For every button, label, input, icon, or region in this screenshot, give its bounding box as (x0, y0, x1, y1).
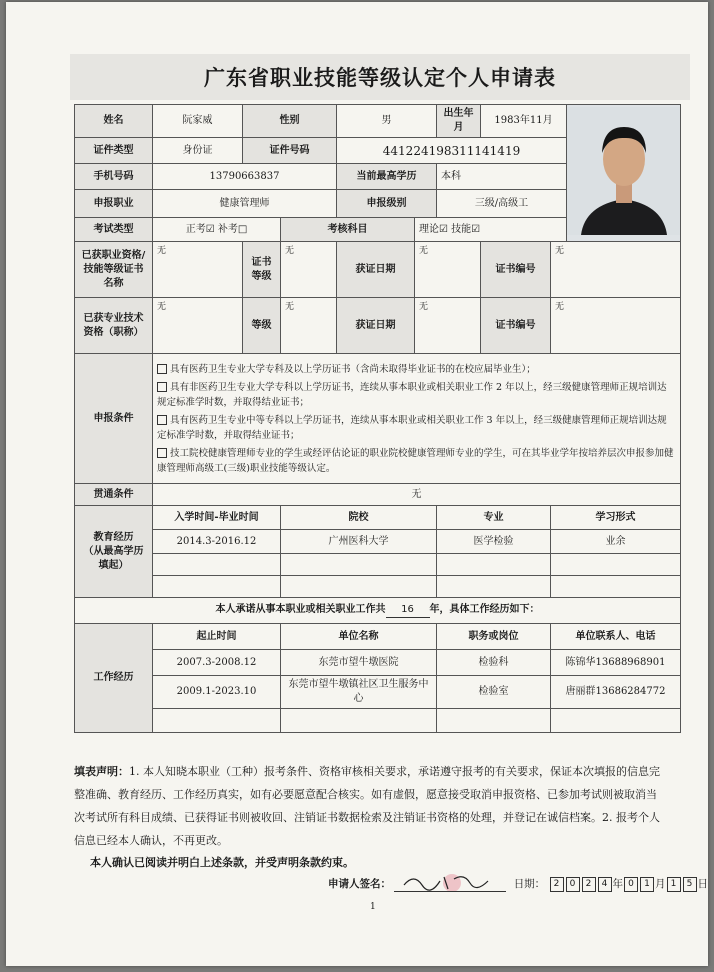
examtype-value: 正考☑ 补考□ (153, 218, 281, 242)
signature-row (328, 876, 708, 892)
work-label: 工作经历 (75, 624, 153, 733)
idtype-value: 身份证 (153, 138, 243, 164)
date-digit[interactable]: 0 (624, 877, 638, 892)
work-header-unit: 单位名称 (281, 624, 437, 650)
examtype-label: 考试类型 (75, 218, 153, 242)
date-digit[interactable]: 2 (550, 877, 564, 892)
year-suffix: 年 (612, 878, 624, 890)
work-unit: 东莞市望牛墩镇社区卫生服务中心 (281, 676, 437, 709)
work-time: 2009.1-2023.10 (153, 676, 281, 709)
work-post: 检验科 (437, 650, 551, 676)
edu-header-form: 学习形式 (551, 506, 681, 530)
title-grade-value: 无 (281, 298, 337, 354)
edu-header-time: 入学时间-毕业时间 (153, 506, 281, 530)
edu-value: 本科 (437, 164, 567, 190)
cert-date-label: 获证日期 (337, 242, 415, 298)
title-cert-value: 无 (153, 298, 243, 354)
title-cert-label: 已获专业技术资格（职称） (75, 298, 153, 354)
through-value: 无 (153, 484, 681, 506)
date-digit[interactable]: 2 (582, 877, 596, 892)
signature-field[interactable] (394, 877, 506, 892)
table-row (75, 709, 681, 733)
table-row (75, 676, 681, 709)
cert-grade-label: 证书等级 (243, 242, 281, 298)
applicant-photo (567, 105, 681, 242)
title-date-value: 无 (415, 298, 481, 354)
gender-label: 性别 (243, 105, 337, 138)
person-photo-icon (567, 107, 681, 235)
application-table (74, 104, 681, 733)
checkbox-icon[interactable] (157, 382, 167, 392)
idtype-label: 证件类型 (75, 138, 153, 164)
level-label: 申报级别 (337, 190, 437, 218)
work-pledge: 本人承诺从事本职业或相关职业工作共 16 年，具体工作经历如下： (75, 598, 681, 624)
declaration-label: 填表声明： (74, 765, 129, 778)
edu-form: 业余 (551, 530, 681, 554)
date-label: 日期： (513, 878, 546, 890)
gender-value: 男 (337, 105, 437, 138)
phone-value: 13790663837 (153, 164, 337, 190)
phone-label: 手机号码 (75, 164, 153, 190)
title-no-value: 无 (551, 298, 681, 354)
condition-item: 具有医药卫生专业大学专科及以上学历证书（含尚未取得毕业证书的在校应届毕业生）； (157, 362, 676, 377)
work-contact: 唐丽群13686284772 (551, 676, 681, 709)
work-header-contact: 单位联系人、电话 (551, 624, 681, 650)
edu-time: 2014.3-2016.12 (153, 530, 281, 554)
title-no-label: 证书编号 (481, 298, 551, 354)
work-post: 检验室 (437, 676, 551, 709)
work-header-time: 起止时间 (153, 624, 281, 650)
date-digit[interactable]: 5 (683, 877, 697, 892)
declaration-text: 1. 本人知晓本职业（工种）报考条件、资格审核相关要求，承诺遵守报考的有关要求，保证本次填报的信息完整准确、教育经历、工作经历真实，如有必要愿意配合核实。如有虚假，愿意接受取消申报资格、已参加考试则被取消当次考试所有科目成绩、已获得证书则被收回、注销证书数据检索及注销证书资格的处理，并登记在诚信档案。2. 报考个人信息已经本人确认，不再更改。 (74, 765, 660, 847)
occupation-value: 健康管理师 (153, 190, 337, 218)
occupation-label: 申报职业 (75, 190, 153, 218)
edu-header-school: 院校 (281, 506, 437, 530)
condition-item: 具有非医药卫生专业大学专科以上学历证书，连续从事本职业或相关职业工作 2 年以上，经三级健康管理师正规培训达规定标准学时数，并取得结业证书； (157, 381, 667, 408)
date-digit[interactable]: 1 (667, 877, 681, 892)
form-title: 广东省职业技能等级认定个人申请表 (204, 66, 556, 90)
through-label: 贯通条件 (75, 484, 153, 506)
confirmation-text: 本人确认已阅读并明白上述条款，并受声明条款约束。 (90, 856, 354, 869)
checkbox-icon[interactable] (157, 448, 167, 458)
table-row (75, 650, 681, 676)
day-suffix: 日 (697, 878, 709, 890)
subject-value: 理论☑ 技能☑ (415, 218, 567, 242)
name-value: 阮家威 (153, 105, 243, 138)
cert-name-value: 无 (153, 242, 243, 298)
conditions-list (153, 354, 681, 484)
idno-label: 证件号码 (243, 138, 337, 164)
edu-label: 当前最高学历 (337, 164, 437, 190)
level-value: 三级/高级工 (437, 190, 567, 218)
date-digit[interactable]: 1 (640, 877, 654, 892)
cert-date-value: 无 (415, 242, 481, 298)
conditions-label: 申报条件 (75, 354, 153, 484)
condition-item: 技工院校健康管理师专业的学生或经评估论证的职业院校健康管理师专业的学生，可在其毕业学年按培养层次申报参加健康管理师高级工(三级)职业技能等级认定。 (157, 447, 674, 474)
date-digit[interactable]: 0 (566, 877, 580, 892)
date-digit[interactable]: 4 (598, 877, 612, 892)
condition-item: 具有医药卫生专业中等专科以上学历证书，连续从事本职业或相关职业工作 3 年以上，经三级健康管理师正规培训达规定标准学时数，并取得结业证书； (157, 414, 667, 441)
table-row (75, 576, 681, 598)
name-label: 姓名 (75, 105, 153, 138)
title-date-label: 获证日期 (337, 298, 415, 354)
birth-label: 出生年月 (437, 105, 481, 138)
title-grade-label: 等级 (243, 298, 281, 354)
edu-school: 广州医科大学 (281, 530, 437, 554)
work-time: 2007.3-2008.12 (153, 650, 281, 676)
work-contact: 陈锦华13688968901 (551, 650, 681, 676)
work-unit: 东莞市望牛墩医院 (281, 650, 437, 676)
title-bar (70, 54, 690, 100)
cert-no-value: 无 (551, 242, 681, 298)
education-label: 教育经历 （从最高学历填起） (75, 506, 153, 598)
page-number: 1 (370, 902, 376, 912)
idno-value: 441224198311141419 (337, 138, 567, 164)
declaration (74, 760, 664, 852)
cert-grade-value: 无 (281, 242, 337, 298)
edu-major: 医学检验 (437, 530, 551, 554)
signature-icon (400, 871, 510, 891)
checkbox-icon[interactable] (157, 415, 167, 425)
cert-name-label: 已获职业资格/技能等级证书名称 (75, 242, 153, 298)
table-row (75, 530, 681, 554)
table-row (75, 554, 681, 576)
sign-label: 申请人签名： (328, 878, 391, 890)
edu-header-major: 专业 (437, 506, 551, 530)
cert-no-label: 证书编号 (481, 242, 551, 298)
work-header-post: 职务或岗位 (437, 624, 551, 650)
subject-label: 考核科目 (281, 218, 415, 242)
checkbox-icon[interactable] (157, 364, 167, 374)
birth-value: 1983年11月 (481, 105, 567, 138)
month-suffix: 月 (655, 878, 666, 890)
